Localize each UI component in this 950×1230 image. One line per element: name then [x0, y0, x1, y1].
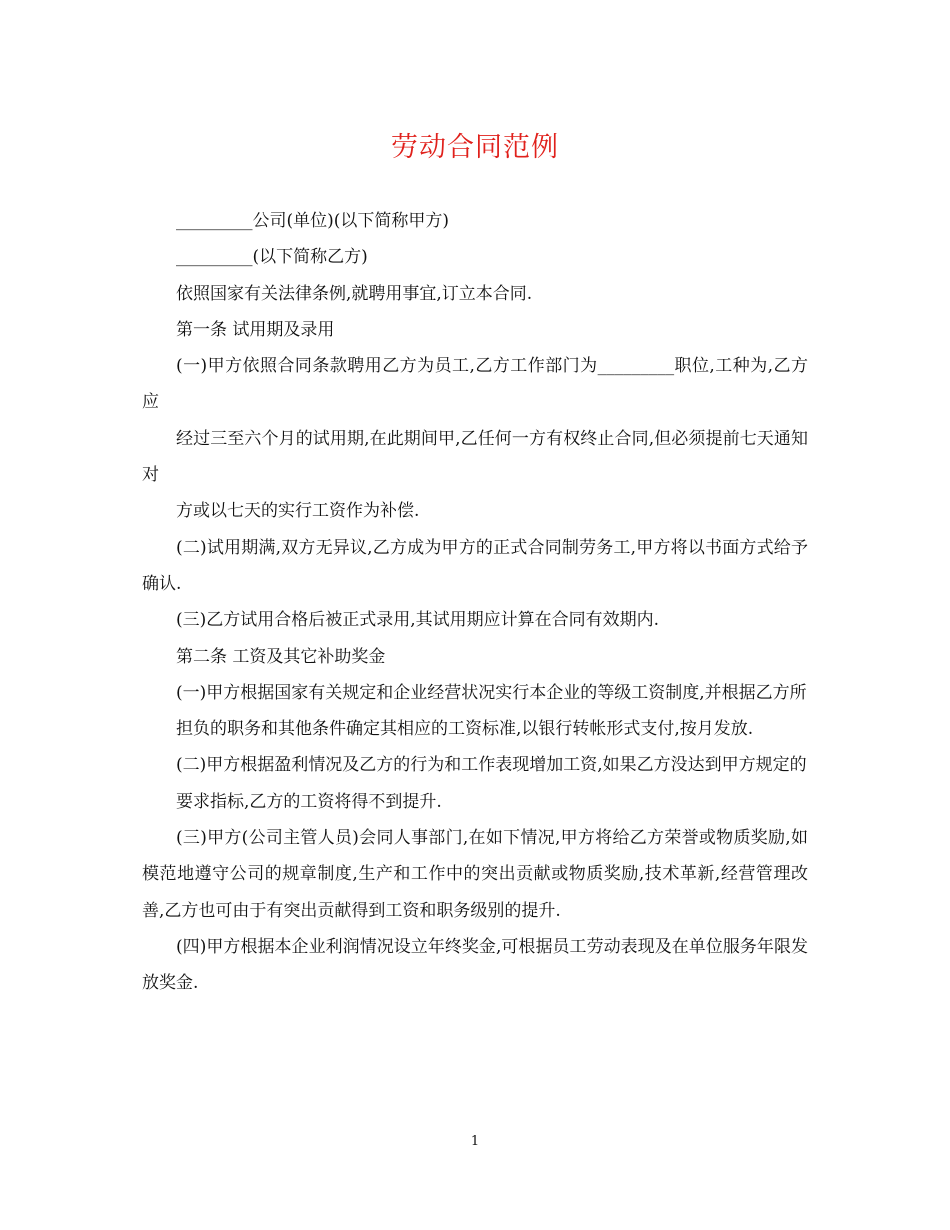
article-1-clause-1-end: 方或以七天的实行工资作为补偿.	[176, 501, 420, 522]
page-number: 1	[470, 1134, 480, 1149]
preamble: 依照国家有关法律条例,就聘用事宜,订立本合同.	[176, 283, 533, 304]
article-1-clause-1: (一)甲方依照合同条款聘用乙方为员工,乙方工作部门为_________职位,工种为,乙方应	[142, 356, 808, 413]
article-2-clause-1-cont: 担负的职务和其他条件确定其相应的工资标准,以银行转帐形式支付,按月发放.	[176, 719, 754, 740]
party-b-line: _________(以下简称乙方)	[176, 247, 368, 268]
document-body	[142, 203, 808, 1002]
article-1-heading: 第一条 试用期及录用	[176, 319, 335, 340]
party-a-line: _________公司(单位)(以下简称甲方)	[176, 211, 450, 231]
article-2-clause-2: (二)甲方根据盈利情况及乙方的行为和工作表现增加工资,如果乙方没达到甲方规定的	[176, 755, 807, 776]
article-2-clause-1: (一)甲方根据国家有关规定和企业经营状况实行本企业的等级工资制度,并根据乙方所	[176, 682, 807, 703]
article-2-clause-2-cont: 要求指标,乙方的工资将得不到提升.	[176, 791, 442, 812]
article-2-clause-4: (四)甲方根据本企业利润情况设立年终奖金,可根据员工劳动表现及在单位服务年限发放奖金.	[142, 936, 808, 994]
article-2-clause-3: (三)甲方(公司主管人员)会同人事部门,在如下情况,甲方将给乙方荣誉或物质奖励,如模范地遵守公司的规章制度,生产和工作中的突出贡献或物质奖励,技术革新,经营管理改善,乙方也可由于有突出贡献得到工资和职务级别的提升.	[142, 828, 808, 921]
article-1-clause-3: (三)乙方试用合格后被正式录用,其试用期应计算在合同有效期内.	[176, 610, 660, 631]
article-1-clause-2: (二)试用期满,双方无异议,乙方成为甲方的正式合同制劳务工,甲方将以书面方式给予确认.	[142, 537, 808, 594]
article-2-heading: 第二条 工资及其它补助奖金	[176, 646, 386, 667]
document-title: 劳动合同范例	[391, 132, 559, 163]
article-1-clause-1-cont: 经过三至六个月的试用期,在此期间甲,乙任何一方有权终止合同,但必须提前七天通知对	[142, 428, 808, 486]
